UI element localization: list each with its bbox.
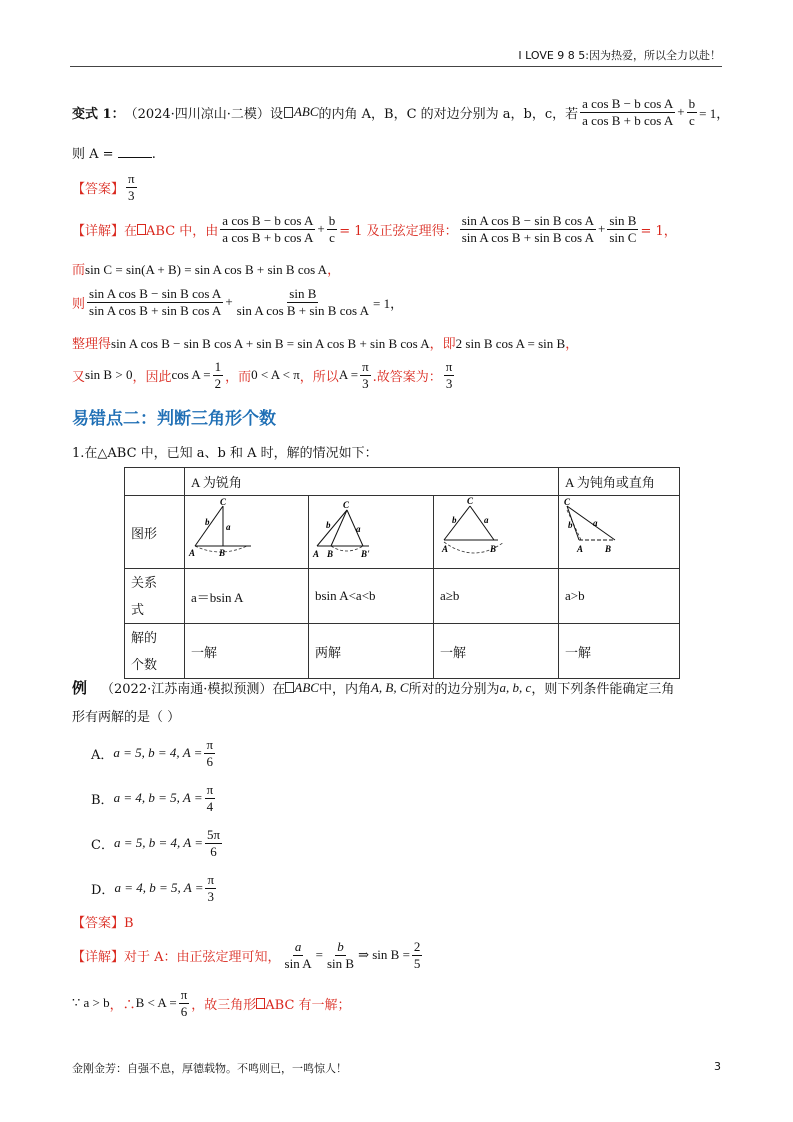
frac-num: 5π bbox=[207, 827, 221, 842]
acute-header: A 为锐角 bbox=[185, 468, 559, 496]
relation-cell: a>b bbox=[559, 569, 680, 624]
figure-one-solution bbox=[434, 496, 558, 564]
label-C: C bbox=[343, 500, 350, 510]
relation-cell: bsin A<a<b bbox=[309, 569, 434, 624]
triangle-name: ABC bbox=[294, 679, 319, 695]
variant-line-2 bbox=[72, 143, 156, 162]
fraction bbox=[205, 828, 222, 858]
solution-cell: 一解 bbox=[434, 624, 559, 679]
example-line-2: 形有两解的是（ ） bbox=[72, 710, 181, 725]
text: = 1， bbox=[372, 295, 404, 311]
fraction bbox=[360, 360, 371, 390]
text: 则 bbox=[72, 296, 86, 312]
frac-num: a cos B − b cos A bbox=[222, 213, 314, 228]
section-title: 易错点二：判断三角形个数 bbox=[72, 409, 276, 429]
relation-cell: a≥b bbox=[434, 569, 559, 624]
detail-label: 【详解】 bbox=[72, 949, 125, 965]
frac-num: b bbox=[337, 939, 344, 954]
formula: ⇒ sin B = bbox=[358, 947, 410, 963]
footer-motto: 金刚金芳：自强不息，厚德载物。不鸣则已，一鸣惊人！ bbox=[72, 1062, 347, 1075]
solution-cell: 一解 bbox=[559, 624, 680, 679]
detail-1-line-5 bbox=[72, 360, 456, 390]
label-a: a bbox=[484, 515, 489, 525]
equals: = 1， bbox=[699, 105, 730, 121]
formula: 2 sin B cos A = sin B bbox=[455, 336, 566, 351]
header-rule bbox=[70, 66, 722, 67]
figure-two-solutions bbox=[309, 496, 433, 564]
fraction bbox=[205, 873, 216, 903]
detail-label: 【详解】 bbox=[72, 223, 125, 239]
text: ，故三角形 bbox=[191, 997, 257, 1013]
text: ，而 bbox=[225, 369, 252, 385]
frac-num: sin B bbox=[289, 286, 317, 301]
row-figure-label: 图形 bbox=[125, 496, 185, 569]
frac-num: b bbox=[328, 213, 336, 228]
frac-den: 3 bbox=[128, 187, 135, 203]
text: 对于 A：由正弦定理可知， bbox=[124, 949, 281, 965]
label-a: a bbox=[356, 524, 361, 534]
frac-num: π bbox=[207, 872, 215, 887]
frac-den: 2 bbox=[214, 375, 222, 391]
example-source: （2022·江苏南通·模拟预测） bbox=[101, 682, 273, 697]
triangle-name: ABC bbox=[293, 104, 319, 120]
figure-cell-1 bbox=[185, 496, 309, 569]
frac-num: sin B bbox=[609, 213, 637, 228]
label-b: b bbox=[452, 515, 457, 525]
header-motto: I LOVE 9 8 5:因为热爱，所以全力以赴！ bbox=[518, 49, 721, 62]
obtuse-header: A 为钝角或直角 bbox=[559, 468, 680, 496]
formula: B < A = bbox=[135, 995, 177, 1011]
label-a: a bbox=[593, 518, 598, 528]
label-B: B bbox=[605, 544, 612, 554]
formula: cos A = bbox=[171, 367, 211, 383]
answer-blank bbox=[118, 147, 152, 158]
text: ，即 bbox=[429, 337, 456, 352]
label-b: b bbox=[205, 517, 210, 527]
triangle-symbol bbox=[137, 224, 146, 235]
text: 又 bbox=[72, 369, 86, 385]
detail-1-line-3: 则 $\frac{\text{sin A cos B − sin B cos A}}{\text{sin A cos B + sin B cos A}}$ + $\frac{\text{sin B}}{\text{sin A cos B + sin B cos A}}$ = 1， bbox=[72, 286, 404, 318]
variant-text-2: 的内角 A，B，C 的对边分别为 a，b，c，若 bbox=[318, 106, 579, 122]
angles: A, B, C bbox=[370, 679, 409, 695]
fraction bbox=[204, 738, 215, 768]
frac-den: 3 bbox=[207, 888, 215, 904]
text: 关系 bbox=[131, 575, 158, 590]
frac-den: a cos B + b cos A bbox=[582, 112, 674, 128]
fraction-1 bbox=[580, 97, 675, 127]
equals: = bbox=[315, 947, 323, 963]
frac-num: a cos B − b cos A bbox=[582, 96, 674, 111]
option-a[interactable] bbox=[91, 738, 217, 768]
label-B: B bbox=[327, 549, 334, 559]
figure-cell-2 bbox=[309, 496, 434, 569]
frac-num: π bbox=[362, 359, 369, 374]
variant-label: 变式 1： bbox=[72, 106, 125, 122]
option-b[interactable] bbox=[91, 783, 217, 813]
text: 而 bbox=[72, 263, 86, 278]
text: 个数 bbox=[131, 657, 158, 672]
answer-fraction bbox=[126, 172, 137, 202]
text: ABC 有一解； bbox=[265, 997, 351, 1013]
label-A: A bbox=[313, 549, 320, 559]
text: = 1， bbox=[640, 223, 677, 239]
frac-den: 4 bbox=[206, 798, 214, 814]
frac-den: 6 bbox=[210, 843, 217, 859]
text: ABC 中，由 bbox=[146, 223, 219, 239]
formula: ∵ a > b bbox=[72, 995, 110, 1011]
fraction-2 bbox=[687, 97, 698, 127]
example-label: 例 bbox=[72, 679, 88, 697]
text: 中，内角 bbox=[318, 682, 371, 697]
sides: a, b, c bbox=[499, 679, 532, 695]
figure-cell-4 bbox=[559, 496, 680, 569]
frac-den: sin A bbox=[284, 955, 312, 971]
frac-den: sin C bbox=[609, 229, 637, 245]
fraction bbox=[87, 287, 223, 317]
frac-num: sin A cos B − sin B cos A bbox=[89, 286, 222, 301]
frac-den: sin A cos B + sin B cos A bbox=[236, 302, 369, 318]
frac-den: sin B bbox=[326, 955, 355, 971]
label-B: B bbox=[490, 544, 497, 554]
frac-num: 1 bbox=[214, 359, 222, 374]
option-letter: D． bbox=[91, 882, 115, 898]
fraction bbox=[327, 214, 338, 244]
formula: 0 < A < π bbox=[251, 367, 300, 383]
variant-line-1: 变式 1： （2024·四川凉山·二模） 设 ABC 的内角 A，B，C 的对边分别为 a，b，c，若 $\frac{\text{a cos B − b cos A}}{\text{a cos B + b cos A}}$ + $\frac{b}{c}$ = 1， bbox=[72, 96, 730, 128]
fraction bbox=[220, 214, 315, 244]
text: ，所以 bbox=[299, 369, 339, 385]
label-b: b bbox=[568, 520, 573, 530]
detail-1-line-4 bbox=[72, 333, 578, 352]
label-b: b bbox=[326, 520, 331, 530]
detail-1-line-2 bbox=[72, 259, 340, 278]
text: ， bbox=[565, 337, 579, 352]
detail-1-line-1: 【详解】 在 ABC 中，由 $\frac{\text{a cos B − b cos A}}{\text{a cos B + b cos A}}$ + $\frac{b}{c}$ = 1 及正弦定理得： $\frac{\text{sin A cos B − sin B cos A}}{\text{sin A cos B + sin B cos A}}$ + $\frac{\text{sin B}}{\text{sin C}}$ = 1， bbox=[72, 213, 677, 245]
fraction bbox=[235, 287, 371, 317]
example-line-1 bbox=[72, 677, 674, 698]
fraction bbox=[205, 783, 216, 813]
formula: sin C = sin(A + B) = sin A cos B + sin B cos A bbox=[85, 262, 328, 277]
label-a: a bbox=[226, 522, 231, 532]
option-condition: a = 4, b = 5, A = bbox=[113, 790, 203, 806]
label-C: C bbox=[564, 497, 571, 507]
formula: A = bbox=[338, 367, 359, 383]
frac-num: π bbox=[206, 782, 214, 797]
frac-num: 2 bbox=[413, 939, 421, 954]
text: 式 bbox=[131, 602, 145, 617]
fraction bbox=[444, 360, 455, 390]
text: = 1 及正弦定理得： bbox=[339, 223, 458, 239]
frac-num: π bbox=[445, 359, 453, 374]
triangle-symbol bbox=[256, 998, 265, 1009]
solution-table bbox=[124, 467, 680, 679]
fraction bbox=[460, 214, 596, 244]
frac-num: b bbox=[688, 96, 696, 111]
option-letter: A． bbox=[91, 747, 114, 763]
detail-2-line-1 bbox=[72, 940, 424, 970]
option-letter: C． bbox=[91, 837, 114, 853]
page-number: 3 bbox=[714, 1060, 721, 1073]
option-condition: a = 4, b = 5, A = bbox=[114, 880, 204, 896]
solution-cell: 一解 bbox=[185, 624, 309, 679]
text: 在 bbox=[124, 223, 138, 239]
frac-num: sin A cos B − sin B cos A bbox=[461, 213, 594, 228]
period: . bbox=[151, 147, 156, 162]
fraction bbox=[412, 940, 423, 970]
answer-label: 【答案】 bbox=[72, 181, 125, 197]
frac-den: 3 bbox=[445, 375, 453, 391]
answer-label: 【答案】 bbox=[72, 916, 125, 931]
text: ，则下列条件能确定三角 bbox=[531, 682, 675, 697]
label-A: A bbox=[577, 544, 584, 554]
figure-obtuse bbox=[559, 496, 679, 564]
option-d[interactable] bbox=[91, 873, 218, 903]
frac-num: π bbox=[180, 987, 188, 1002]
detail-2-line-2 bbox=[72, 988, 351, 1018]
text: 所对的边分别为 bbox=[408, 682, 500, 697]
frac-den: 6 bbox=[206, 753, 213, 769]
label-C: C bbox=[467, 496, 474, 506]
option-c[interactable] bbox=[91, 828, 224, 858]
fraction bbox=[325, 940, 356, 970]
fraction bbox=[179, 988, 190, 1018]
label-B: B bbox=[219, 548, 226, 558]
formula: sin B > 0 bbox=[85, 367, 133, 383]
label-A: A bbox=[442, 544, 449, 554]
variant-source: （2024·四川凉山·二模） bbox=[124, 106, 270, 122]
answer-value: B bbox=[124, 916, 134, 931]
text: ， bbox=[327, 263, 341, 278]
text: ，因此 bbox=[132, 369, 172, 385]
option-condition: a = 5, b = 4, A = bbox=[113, 745, 203, 761]
frac-den: 6 bbox=[180, 1003, 188, 1019]
solution-cell: 两解 bbox=[309, 624, 434, 679]
triangle-symbol bbox=[284, 107, 293, 118]
answer-2 bbox=[72, 912, 134, 931]
answer-1 bbox=[72, 172, 139, 202]
figure-right-triangle bbox=[185, 496, 308, 564]
fraction bbox=[283, 940, 314, 970]
variant-ask: 则 A = bbox=[72, 147, 114, 162]
frac-num: π bbox=[128, 171, 135, 186]
relation-cell: a＝bsin A bbox=[185, 569, 309, 624]
label-C: C bbox=[220, 497, 227, 507]
formula: sin A cos B − sin B cos A + sin B = sin A cos B + sin B cos A bbox=[111, 336, 430, 351]
table-corner bbox=[125, 468, 185, 496]
text: 解的 bbox=[131, 630, 158, 645]
frac-den: sin A cos B + sin B cos A bbox=[461, 229, 594, 245]
text: 整理得 bbox=[72, 337, 112, 352]
option-letter: B． bbox=[91, 792, 114, 808]
frac-den: c bbox=[329, 229, 335, 245]
frac-den: sin A cos B + sin B cos A bbox=[89, 302, 222, 318]
frac-den: c bbox=[688, 112, 695, 128]
fraction bbox=[213, 360, 224, 390]
label-B-prime: B' bbox=[361, 549, 370, 559]
intro-text: 1.在△ABC 中，已知 a、b 和 A 时，解的情况如下： bbox=[72, 446, 378, 461]
row-solutions-label bbox=[125, 624, 185, 679]
label-A: A bbox=[189, 548, 196, 558]
frac-num: π bbox=[206, 737, 214, 752]
frac-den: 5 bbox=[413, 955, 421, 971]
frac-num: a bbox=[294, 939, 302, 954]
row-relation-label bbox=[125, 569, 185, 624]
variant-text: 设 bbox=[269, 106, 283, 122]
text: ，∴ bbox=[109, 997, 136, 1013]
frac-den: a cos B + b cos A bbox=[222, 229, 314, 245]
option-condition: a = 5, b = 4, A = bbox=[113, 835, 203, 851]
fraction bbox=[607, 214, 638, 244]
figure-cell-3 bbox=[434, 496, 559, 569]
frac-den: 3 bbox=[362, 375, 369, 391]
text: 在 bbox=[272, 682, 286, 697]
text: .故答案为： bbox=[372, 369, 442, 385]
